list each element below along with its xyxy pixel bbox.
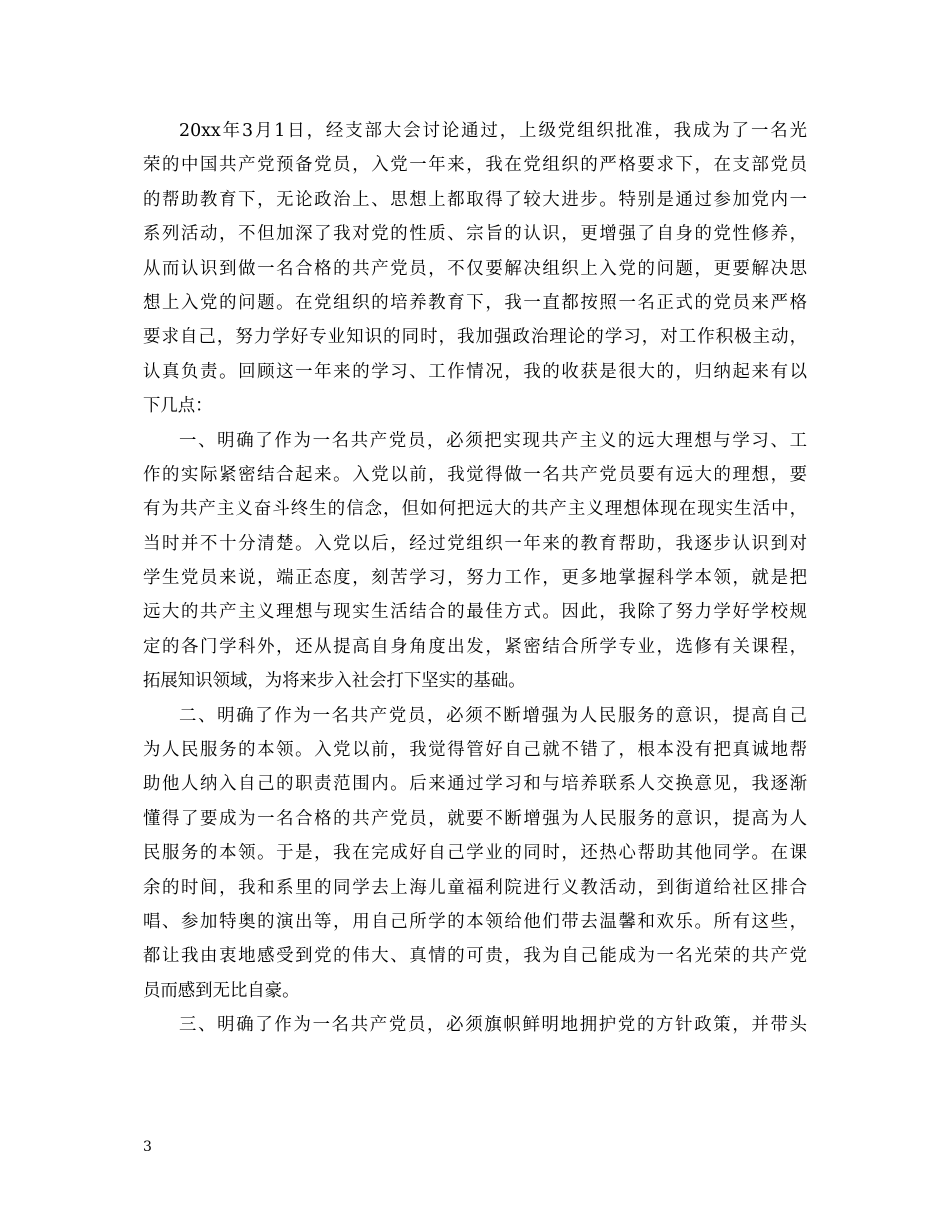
text-line: 的帮助教育下，无论政治上、思想上都取得了较大进步。特别是通过参加党内一 — [143, 189, 807, 210]
text-line: 从而认识到做一名合格的共产党员，不仅要解决组织上入党的问题，更要解决思 — [143, 258, 807, 279]
text-line: 拓展知识领域，为将来步入社会打下坚实的基础。 — [143, 671, 526, 692]
text-line: 学生党员来说，端正态度，刻苦学习，努力工作，更多地掌握科学本领，就是把 — [143, 568, 807, 589]
text-line: 都让我由衷地感受到党的伟大、真情的可贵，我为自己能成为一名光荣的共产党 — [143, 946, 807, 967]
document-body — [143, 114, 807, 1043]
text-line: 为人民服务的本领。入党以前，我觉得管好自己就不错了，根本没有把真诚地帮 — [143, 740, 807, 761]
text-line: 想上入党的问题。在党组织的培养教育下，我一直都按照一名正式的党员来严格 — [143, 292, 807, 313]
text-line: 员而感到无比自豪。 — [143, 980, 300, 1001]
text-line: 要求自己，努力学好专业知识的同时，我加强政治理论的学习，对工作积极主动， — [143, 327, 807, 348]
text-line: 认真负责。回顾这一年来的学习、工作情况，我的收获是很大的，归纳起来有以 — [143, 361, 807, 382]
text-line: 远大的共产主义理想与现实生活结合的最佳方式。因此，我除了努力学好学校规 — [143, 602, 807, 623]
text-line: 荣的中国共产党预备党员，入党一年来，我在党组织的严格要求下，在支部党员 — [143, 155, 807, 176]
text-line: 余的时间，我和系里的同学去上海儿童福利院进行义教活动，到街道给社区排合 — [143, 877, 807, 898]
text-line: 懂得了要成为一名合格的共产党员，就要不断增强为人民服务的意识，提高为人 — [143, 808, 807, 829]
text-line: 民服务的本领。于是，我在完成好自己学业的同时，还热心帮助其他同学。在课 — [143, 843, 807, 864]
text-line: 二、明确了作为一名共产党员，必须不断增强为人民服务的意识，提高自己 — [179, 705, 807, 726]
text-line: 定的各门学科外，还从提高自身角度出发，紧密结合所学专业，选修有关课程， — [143, 636, 807, 657]
page-number: 3 — [143, 1139, 152, 1155]
text-line: 系列活动，不但加深了我对党的性质、宗旨的认识，更增强了自身的党性修养， — [143, 224, 807, 245]
text-line: 助他人纳入自己的职责范围内。后来通过学习和与培养联系人交换意见，我逐渐 — [143, 774, 807, 795]
text-line: 唱、参加特奥的演出等，用自己所学的本领给他们带去温馨和欢乐。所有这些， — [143, 911, 807, 932]
text-line: 一、明确了作为一名共产党员，必须把实现共产主义的远大理想与学习、工 — [179, 430, 807, 451]
text-line: 下几点： — [143, 396, 213, 417]
text-line: 三、明确了作为一名共产党员，必须旗帜鲜明地拥护党的方针政策，并带头 — [179, 1015, 807, 1036]
text-line: 20xx年3月1日，经支部大会讨论通过，上级党组织批准，我成为了一名光 — [179, 121, 807, 141]
text-line: 作的实际紧密结合起来。入党以前，我觉得做一名共产党员要有远大的理想，要 — [143, 464, 807, 485]
text-line: 当时并不十分清楚。入党以后，经过党组织一年来的教育帮助，我逐步认识到对 — [143, 533, 807, 554]
text-line: 有为共产主义奋斗终生的信念，但如何把远大的共产主义理想体现在现实生活中， — [143, 499, 807, 520]
